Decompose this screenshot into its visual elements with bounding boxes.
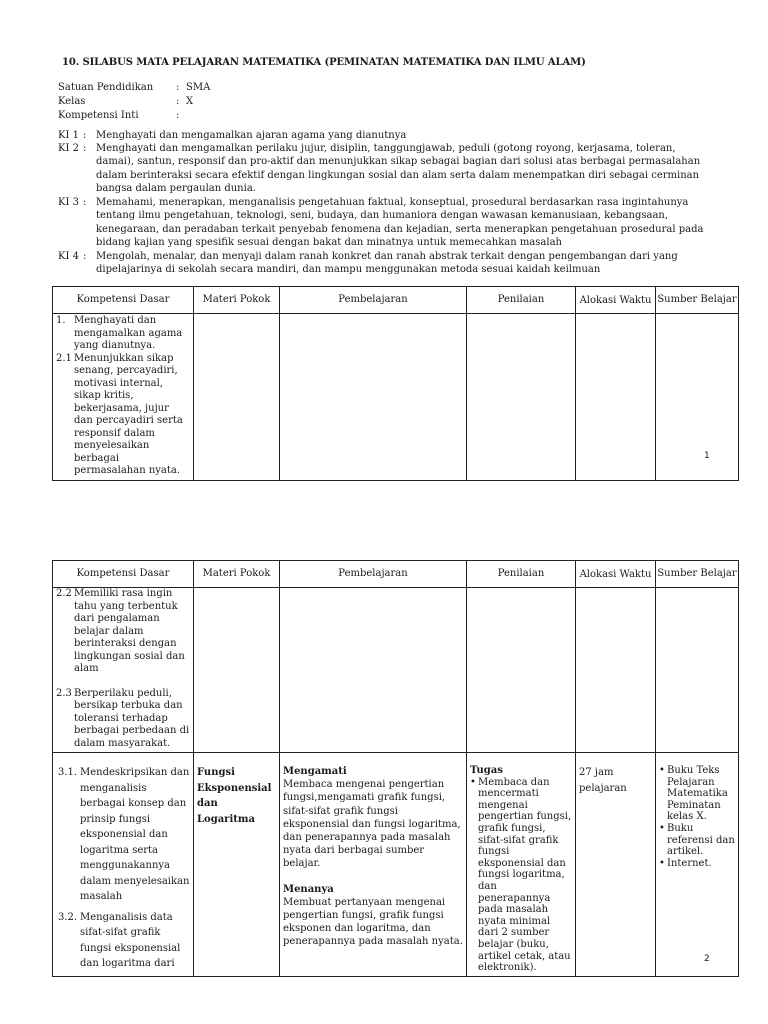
- pembelajaran-heading: Mengamati: [283, 766, 347, 777]
- kd-item: [56, 688, 190, 751]
- materi-cell: [194, 314, 280, 481]
- ki-code: KI 3: [58, 197, 79, 208]
- kd-cell: [53, 314, 194, 481]
- sumber-text: Internet.: [667, 857, 712, 869]
- table-header-row: [53, 287, 739, 314]
- kd-number: 3.2.: [58, 911, 78, 923]
- materi-text: Fungsi Eksponensial dan Logaritma: [197, 767, 272, 825]
- pembelajaran-heading: Menanya: [283, 883, 334, 895]
- page-number: 1: [704, 451, 710, 461]
- penilaian-text: Membaca dan mencermati mengenai pengertian fungsi, grafik fungsi, sifat-sifat grafik fungsi eksponensial dan fungsi logaritma, dan penerapannya pada masalah nyata minimal dari 2 sumber belajar (buku, artikel cetak, atau elektronik).: [478, 776, 572, 974]
- meta-value: SMA: [186, 82, 211, 93]
- materi-cell: [194, 588, 280, 753]
- penilaian-item: [470, 777, 572, 974]
- sumber-text: Buku Teks Pelajaran Matematika Peminatan kelas X.: [667, 765, 728, 823]
- kd-number: 2.1: [56, 352, 72, 364]
- sumber-item: [659, 858, 735, 870]
- table-header-row: [53, 561, 739, 588]
- header-penilaian: Penilaian: [467, 287, 576, 314]
- ki-2: [58, 142, 708, 196]
- kd-number: 3.1.: [58, 767, 78, 778]
- ki-colon: :: [83, 197, 87, 208]
- header-materi-pokok: Materi Pokok: [194, 287, 280, 314]
- penilaian-cell: [467, 588, 576, 753]
- ki-text: Menghayati dan mengamalkan perilaku jujur, disiplin, tanggungjawab, peduli (gotong royong, kerjasama, toleran, damai), santun, responsif dan pro-aktif dan menunjukkan sikap sebagai bagian dari solusi atas berbagai permasalahan dalam berinteraksi secara efektif dengan lingkungan sosial dan alam serta dalam menempatkan diri sebagai cerminan bangsa dalam pergaulan dunia.: [96, 143, 701, 194]
- meta-colon: :: [176, 96, 180, 107]
- kd-number: 2.3: [56, 687, 72, 699]
- penilaian-heading: Tugas: [470, 765, 503, 776]
- sumber-cell: [656, 588, 739, 753]
- pembelajaran-cell: [280, 753, 467, 977]
- kd-text: Menunjukkan sikap senang, percayadiri, motivasi internal, sikap kritis, bekerjasama, jujur dan percayadiri serta responsif dalam menyelesaikan berbagai permasalahan nyata.: [74, 352, 183, 476]
- header-sumber-belajar: Sumber Belajar: [656, 561, 739, 588]
- kd-text: Menghayati dan mengamalkan agama yang dianutnya.: [74, 315, 183, 351]
- syllabus-table-2: [52, 560, 739, 977]
- bullet-icon: •: [659, 765, 665, 776]
- alokasi-text: 27 jam pelajaran: [579, 767, 627, 794]
- alokasi-cell: [576, 753, 656, 977]
- ki-colon: :: [83, 251, 87, 262]
- bullet-icon: •: [659, 822, 665, 834]
- sumber-text: Buku referensi dan artikel.: [667, 822, 735, 858]
- header-kompetensi-dasar: Kompetensi Dasar: [53, 561, 194, 588]
- ki-text: Menghayati dan mengamalkan ajaran agama yang dianutnya: [96, 130, 407, 141]
- ki-code: KI 1: [58, 130, 79, 141]
- kd-text: Berperilaku peduli, bersikap terbuka dan toleransi terhadap berbagai perbedaan di dalam masyarakat.: [74, 687, 190, 749]
- penilaian-cell: [467, 753, 576, 977]
- ki-text: Mengolah, menalar, dan menyaji dalam ranah konkret dan ranah abstrak terkait dengan pengembangan dari yang dipelajarinya di sekolah secara mandiri, dan mampu menggunakan metoda sesuai kaidah keilmuan: [96, 251, 678, 276]
- kd-item: [56, 353, 190, 478]
- ki-3: [58, 196, 708, 250]
- header-pembelajaran: Pembelajaran: [280, 561, 467, 588]
- ki-colon: :: [83, 143, 87, 154]
- kd-text: Menganalisis data sifat-sifat grafik fungsi eksponensial dan logaritma dari: [80, 911, 181, 969]
- header-alokasi-waktu: Alokasi Waktu: [576, 561, 656, 588]
- meta-label: Satuan Pendidikan: [58, 82, 154, 93]
- pembelajaran-cell: [280, 588, 467, 753]
- meta-value: X: [186, 96, 194, 107]
- pembelajaran-cell: [280, 314, 467, 481]
- sumber-cell: [656, 314, 739, 481]
- kd-item: [58, 765, 190, 905]
- header-kompetensi-dasar: Kompetensi Dasar: [53, 287, 194, 314]
- page-number: 2: [704, 954, 710, 964]
- header-sumber-belajar: Sumber Belajar: [656, 287, 739, 314]
- ki-code: KI 2: [58, 143, 79, 154]
- bullet-icon: •: [470, 776, 476, 788]
- bullet-icon: •: [659, 857, 665, 869]
- header-penilaian: Penilaian: [467, 561, 576, 588]
- kd-text: Mendeskripsikan dan menganalisis berbagai konsep dan prinsip fungsi eksponensial dan logaritma serta menggunakannya dalam menyelesaikan masalah: [80, 767, 190, 902]
- ki-4: [58, 250, 708, 278]
- kd-number: 2.2: [56, 588, 72, 599]
- kd-item: [56, 315, 190, 353]
- header-pembelajaran: Pembelajaran: [280, 287, 467, 314]
- header-alokasi-waktu: Alokasi Waktu: [576, 287, 656, 314]
- kd-cell: [53, 588, 194, 753]
- pembelajaran-text: Membuat pertanyaan mengenai pengertian fungsi, grafik fungsi eksponen dan logaritma, dan penerapannya pada masalah nyata.: [283, 896, 463, 948]
- alokasi-cell: [576, 588, 656, 753]
- kd-cell: [53, 753, 194, 977]
- kd-item: [58, 910, 190, 972]
- table-row: [53, 753, 739, 977]
- sumber-cell: [656, 753, 739, 977]
- sumber-item: [659, 765, 735, 823]
- kd-item: [56, 588, 190, 676]
- ki-code: KI 4: [58, 251, 79, 262]
- table-row: [53, 314, 739, 481]
- ki-1: [58, 129, 708, 143]
- meta-label: Kompetensi Inti: [58, 110, 139, 121]
- sumber-item: [659, 823, 735, 858]
- materi-cell: [194, 753, 280, 977]
- pembelajaran-text: Membaca mengenai pengertian fungsi,mengamati grafik fungsi, sifat-sifat grafik fungsi eksponensial dan fungsi logaritma, dan penerapannya pada masalah nyata dari berbagai sumber belajar.: [283, 779, 461, 870]
- alokasi-cell: [576, 314, 656, 481]
- penilaian-cell: [467, 314, 576, 481]
- kd-number: 1.: [56, 315, 66, 326]
- meta-label: Kelas: [58, 96, 86, 107]
- table-row: [53, 588, 739, 753]
- ki-colon: :: [83, 130, 87, 141]
- header-materi-pokok: Materi Pokok: [194, 561, 280, 588]
- meta-colon: :: [176, 110, 180, 121]
- kd-text: Memiliki rasa ingin tahu yang terbentuk dari pengalaman belajar dalam berinteraksi dengan lingkungan sosial dan alam: [74, 588, 185, 674]
- ki-text: Memahami, menerapkan, menganalisis pengetahuan faktual, konseptual, prosedural berdasarkan rasa ingintahunya tentang ilmu pengetahuan, teknologi, seni, budaya, dan humaniora dengan wawasan kemanusiaan, kebangsaan, kenegaraan, dan peradaban terkait penyebab fenomena dan kejadian, serta menerapkan pengetahuan prosedural pada bidang kajian yang spesifik sesuai dengan bakat dan minatnya untuk memecahkan masalah: [96, 197, 704, 248]
- document-title: 10. SILABUS MATA PELAJARAN MATEMATIKA (PEMINATAN MATEMATIKA DAN ILMU ALAM): [62, 57, 586, 68]
- syllabus-table-1: [52, 286, 739, 481]
- meta-colon: :: [176, 82, 180, 93]
